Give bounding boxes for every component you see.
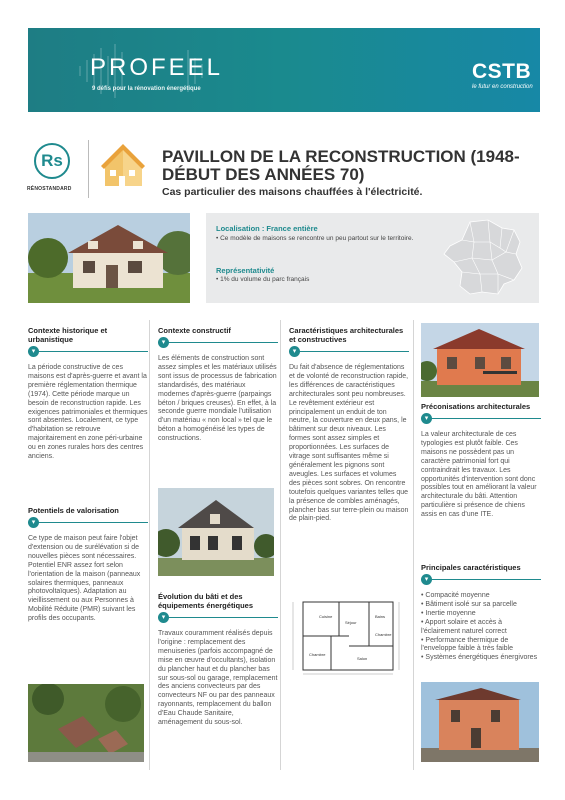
list-item: • Compacité moyenne bbox=[421, 592, 541, 601]
house-photo-4 bbox=[421, 682, 539, 762]
location-title: Localisation : France entière bbox=[216, 224, 318, 233]
chevron-down-icon: ▾ bbox=[158, 612, 169, 623]
representativity-title: Représentativité bbox=[216, 266, 275, 275]
chevron-down-icon: ▾ bbox=[289, 346, 300, 357]
chevron-down-icon: ▾ bbox=[421, 413, 432, 424]
list-item: • Inertie moyenne bbox=[421, 610, 541, 619]
representativity-text: • 1% du volume du parc français bbox=[216, 276, 310, 283]
section-rule bbox=[28, 346, 148, 358]
section-rule bbox=[421, 413, 541, 425]
list-item: • Bâtiment isolé sur sa parcelle bbox=[421, 601, 541, 610]
section-title-recommendations: Préconisations architecturales bbox=[421, 402, 531, 411]
section-title-architecture: Caractéristiques architecturales et constructives bbox=[289, 326, 404, 344]
cstb-tagline: le futur en construction bbox=[472, 84, 533, 90]
chevron-down-icon: ▾ bbox=[158, 337, 169, 348]
characteristics-list bbox=[421, 592, 541, 663]
section-text-evolution: Travaux couramment réalisés depuis l'origine : remplacement des menuiseries (parfois accompagné de mise en œuvre d'occultants), isolation du plancher haut et du plancher bas sur sous-sol ou garage, remplacement des anciens convecteurs par des convecteurs NF ou par des panneaux rayonnants, remplacement du ballon d'Eau Chaude Sanitaire, aménagement du sous-sol. bbox=[158, 630, 278, 727]
column-potential bbox=[28, 506, 148, 624]
floor-plan bbox=[289, 596, 407, 678]
house-photo-3 bbox=[421, 323, 539, 397]
column-architecture bbox=[289, 326, 409, 524]
house-icon bbox=[99, 140, 147, 190]
section-rule bbox=[158, 337, 278, 349]
plan-room-label: Bains bbox=[375, 614, 386, 619]
plan-room-label: Séjour bbox=[345, 620, 357, 625]
aerial-photo bbox=[28, 684, 144, 762]
column-evolution bbox=[158, 592, 278, 728]
section-text-potential: Ce type de maison peut faire l'objet d'extension ou de surélévation si de nouvelles pièces sont nécessaires. Potentiel ENR assez fort selon l'orientation de la maison (panneaux solaires thermiques, panneaux photovoltaïques). Adaptation au vieillissement ou aux Personnes à Mobilité Réduite (PMR) suivant les profils des occupants. bbox=[28, 535, 141, 623]
list-item: • Performance thermique de l'enveloppe faible à très faible bbox=[421, 637, 541, 655]
header-banner bbox=[28, 28, 540, 112]
list-item: • Systèmes énergétiques énergivores bbox=[421, 654, 541, 663]
column-construction bbox=[158, 326, 278, 444]
section-text-history: La période constructive de ces maisons est d'après-guerre et avant la première réglementation thermique (1974). Cette période marque un besoin de reconstruction rapide. Les exigences patrimoniales et thermiques sont absentes. Localement, ce type d'habitation se retrouve majoritairement en zone péri-urbaine ou en zones rurales hors des centres anciens. bbox=[28, 364, 148, 461]
section-rule bbox=[158, 612, 278, 624]
column-divider bbox=[280, 320, 281, 770]
plan-room-label: Cuisine bbox=[319, 614, 333, 619]
section-rule bbox=[28, 517, 148, 529]
location-text: • Ce modèle de maisons se rencontre un peu partout sur le territoire. bbox=[216, 235, 414, 242]
renostandard-icon bbox=[34, 143, 70, 179]
column-history bbox=[28, 326, 148, 462]
section-text-recommendations: La valeur architecturale de ces typologies est plutôt faible. Ces maisons ne possèdent pas un caractère patrimonial fort qui contraindrait les travaux. Les opportunités d'intervention sont donc possibles tout en améliorant la valeur architecturale du bâti. Attention particulière si présence de chiens assis en cas d'une ITE. bbox=[421, 431, 537, 519]
chevron-down-icon: ▾ bbox=[28, 346, 39, 357]
divider bbox=[88, 140, 89, 198]
column-divider bbox=[413, 320, 414, 770]
renostandard-label: RÉNOSTANDARD bbox=[27, 186, 72, 192]
section-text-architecture: Du fait d'absence de réglementations et de volonté de reconstruction rapide, les différences de caractéristiques architecturales sont peu nombreuses. Le revêtement extérieur est principalement un enduit de ton neutre, la couverture en deux pans, le bâtiment sur deux niveaux. Les formes sont assez simples et proportionnées. Les surfaces de vitrage sont suffisantes même si généralement les pignons sont aveugles. Les surfaces et volumes des pièces sont sobres. On rencontre toutefois quelques variantes telles que la présence de combles aménagés, plancher bas sur terre-plein ou maison de plain-pied. bbox=[289, 364, 409, 523]
page-subtitle: Cas particulier des maisons chauffées à l'électricité. bbox=[162, 186, 423, 198]
column-characteristics bbox=[421, 563, 541, 663]
column-recommendations bbox=[421, 402, 541, 520]
plan-room-label: Salon bbox=[357, 656, 368, 661]
badge-symbol: Rs bbox=[41, 151, 63, 170]
section-title-characteristics: Principales caractéristiques bbox=[421, 563, 521, 572]
section-title-construction: Contexte constructif bbox=[158, 326, 231, 335]
house-photo bbox=[28, 213, 190, 303]
chevron-down-icon: ▾ bbox=[28, 517, 39, 528]
section-rule bbox=[289, 346, 409, 358]
section-title-evolution: Évolution du bâti et des équipements énergétiques bbox=[158, 592, 254, 610]
house-photo-2 bbox=[158, 488, 274, 576]
plan-room-label: Chambre bbox=[375, 632, 392, 637]
france-map-icon bbox=[440, 218, 530, 298]
plan-room-label: Chambre bbox=[309, 652, 326, 657]
page-title: PAVILLON DE LA RECONSTRUCTION (1948-DÉBUT DES ANNÉES 70) bbox=[162, 147, 520, 184]
cstb-logo: CSTB bbox=[472, 60, 532, 83]
section-title-potential: Potentiels de valorisation bbox=[28, 506, 119, 515]
list-item: • Apport solaire et accès à l'éclairement naturel correct bbox=[421, 619, 541, 637]
section-text-construction: Les éléments de construction sont assez simples et les matériaux utilisés sont issus de processus de fabrication standardisés, des matériaux modernes d'après-guerre (parpaings béton / briques creuses). En effet, à la seconde guerre mondiale l'utilisation d'un matériau « non local » tel que le béton a homogénéisé les types de constructions. bbox=[158, 355, 277, 443]
section-title-history: Contexte historique et urbanistique bbox=[28, 326, 108, 344]
column-divider bbox=[149, 320, 150, 770]
chevron-down-icon: ▾ bbox=[421, 574, 432, 585]
section-rule bbox=[421, 574, 541, 586]
profeel-logo: PROFEEL bbox=[90, 54, 224, 81]
profeel-subtitle: 9 défis pour la rénovation énergétique bbox=[92, 86, 201, 92]
